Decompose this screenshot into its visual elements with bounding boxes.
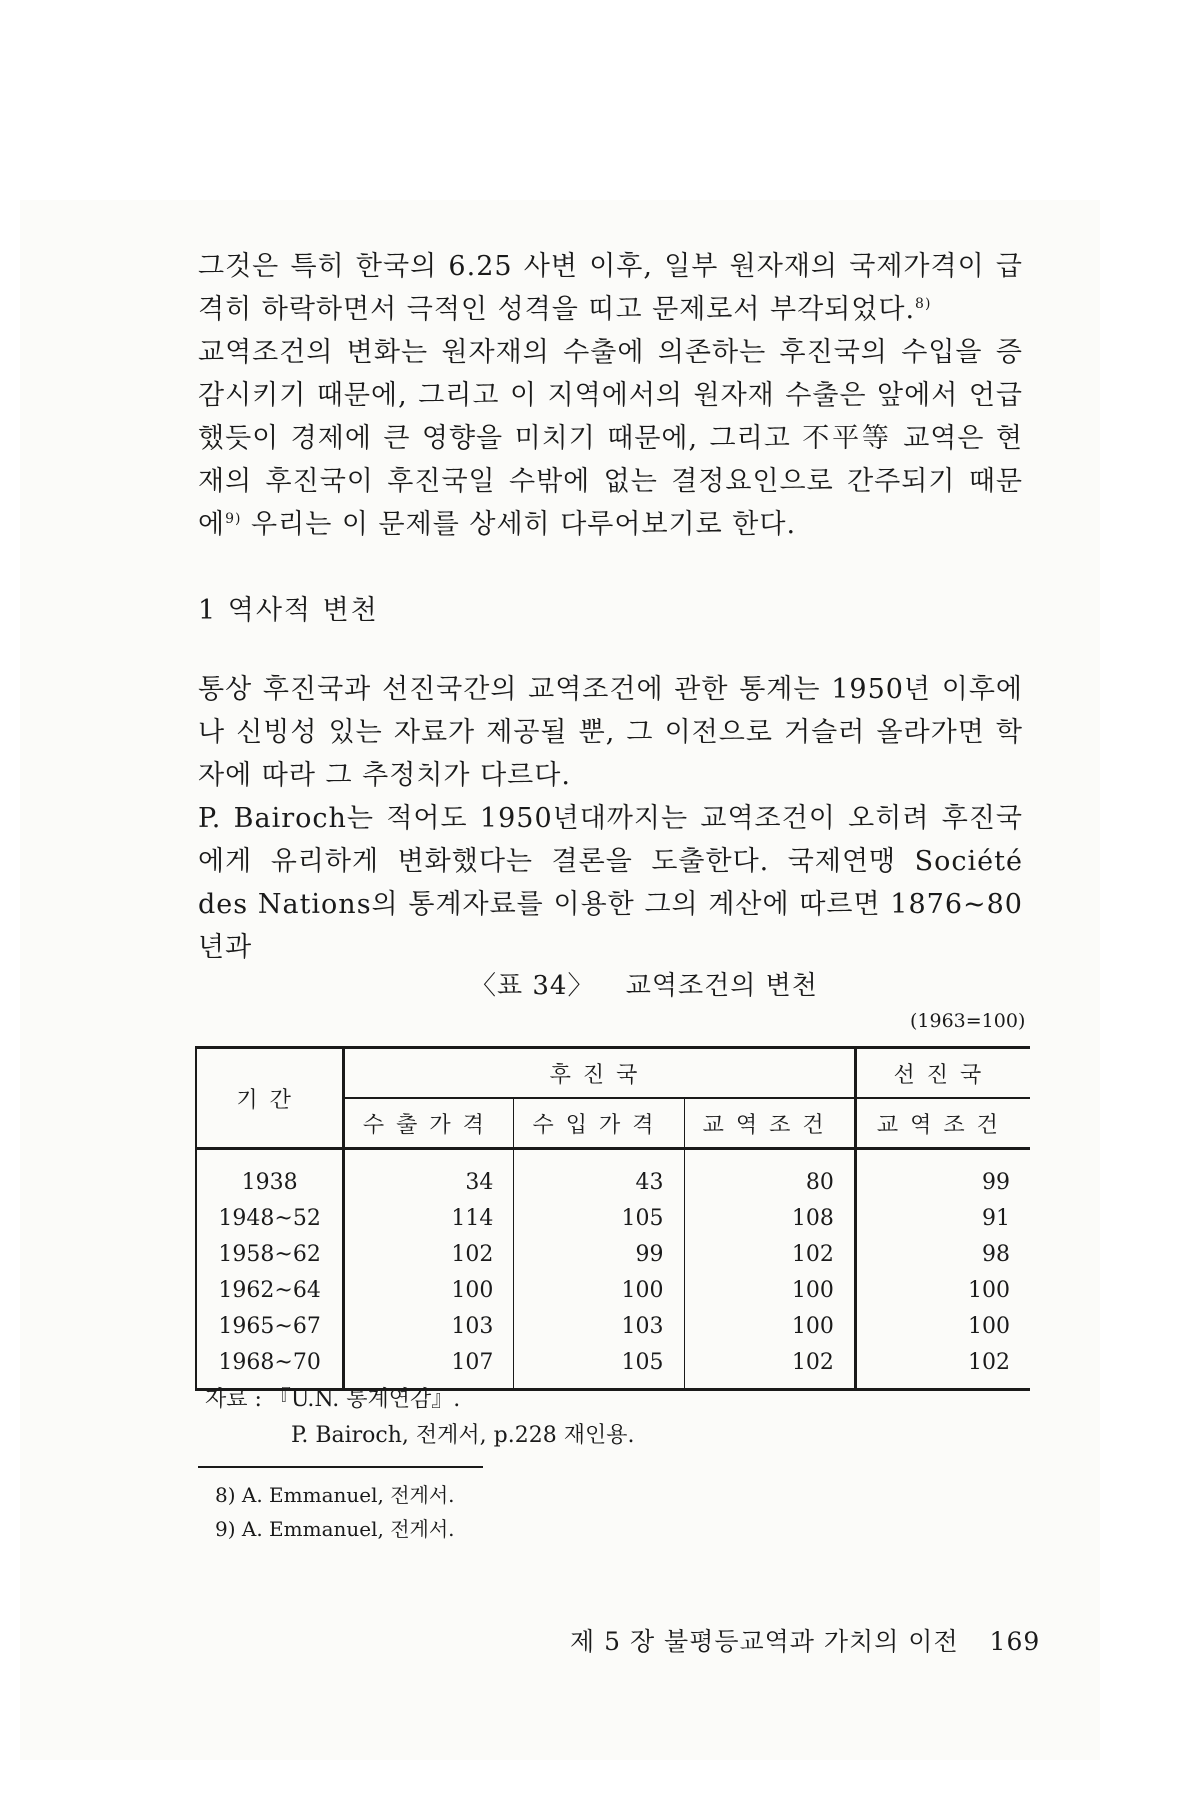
- table-source: [205, 1382, 634, 1454]
- footnote-9: 9) A. Emmanuel, 전게서.: [215, 1517, 455, 1541]
- paragraph-1-text: 그것은 특히 한국의 6.25 사변 이후, 일부 원자재의 국제가격이 급격히 하락하면서 극적인 성격을 띠고 문제로서 부각되었다.: [198, 251, 1023, 325]
- running-footer: [570, 1622, 1040, 1658]
- paragraph-4: P. Bairoch는 적어도 1950년대까지는 교역조건이 오히려 후진국에게 유리하게 변화했다는 결론을 도출한다. 국제연맹 Société des Nations의 통계자료를 이용한 그의 계산에 따르면 1876~80년과: [198, 803, 1023, 963]
- table-caption-number: 〈표 34〉: [470, 971, 595, 1001]
- cell-developed-terms: 102: [855, 1344, 1030, 1390]
- footnote-ref-8: 8): [915, 296, 932, 312]
- cell-terms: 100: [684, 1272, 855, 1308]
- paragraph-2: [198, 331, 1023, 546]
- cell-export: 107: [344, 1344, 514, 1390]
- footnotes: [215, 1478, 455, 1546]
- table-row: [196, 1308, 1030, 1344]
- paragraph-2-text-a: 교역조건의 변화는 원자재의 수출에 의존하는 후진국의 수입을 증감시키기 때문에, 그리고 이 지역에서의 원자재 수출은 앞에서 언급했듯이 경제에 큰 영향을 미치기 때문에, 그리고 不平等 교역은 현재의 후진국이 후진국일 수밖에 없는 결정요인으로 간주되기 때문에: [198, 337, 1023, 540]
- cell-import: 99: [514, 1236, 684, 1272]
- footnote-ref-9: 9): [225, 511, 242, 527]
- cell-import: 103: [514, 1308, 684, 1344]
- cell-terms: 108: [684, 1200, 855, 1236]
- paragraph-1: [198, 245, 1023, 331]
- table-row: [196, 1272, 1030, 1308]
- cell-import: 105: [514, 1200, 684, 1236]
- cell-terms: 80: [684, 1149, 855, 1201]
- table-row: [196, 1236, 1030, 1272]
- footnote-8: 8) A. Emmanuel, 전게서.: [215, 1483, 455, 1507]
- cell-developed-terms: 91: [982, 1205, 1010, 1231]
- cell-terms: 102: [684, 1236, 855, 1272]
- header-terms-of-trade: 교역조건: [684, 1098, 855, 1149]
- chapter-title: 제 5 장 불평등교역과 가치의 이전: [570, 1627, 959, 1656]
- cell-export: 103: [344, 1308, 514, 1344]
- table-caption-title: 교역조건의 변천: [625, 971, 818, 1001]
- cell-terms: 100: [684, 1308, 855, 1344]
- table-row: [196, 1200, 1030, 1236]
- table-caption: [470, 965, 818, 1002]
- cell-export: 114: [344, 1200, 514, 1236]
- cell-import: 100: [514, 1272, 684, 1308]
- cell-period: 1968~70: [196, 1344, 344, 1390]
- cell-developed-terms: 98: [982, 1241, 1010, 1267]
- header-import-price: 수입가격: [514, 1098, 684, 1149]
- header-period: 기간: [196, 1048, 344, 1149]
- source-line-2: P. Bairoch, 전게서, p.228 재인용.: [291, 1423, 635, 1448]
- cell-developed-terms: 100: [968, 1313, 1010, 1339]
- header-export-price: 수출가격: [344, 1098, 514, 1149]
- cell-period: 1965~67: [196, 1308, 344, 1344]
- cell-export: 100: [344, 1272, 514, 1308]
- table-row: [196, 1149, 1030, 1201]
- cell-period: 1958~62: [196, 1236, 344, 1272]
- header-terms-of-trade-developed: 교역조건: [855, 1098, 1030, 1149]
- cell-import: 43: [514, 1149, 684, 1201]
- section-heading: 1 역사적 변천: [198, 595, 379, 626]
- cell-export: 34: [344, 1149, 514, 1201]
- terms-of-trade-table: [195, 1046, 1030, 1391]
- paragraph-2-text-b: 우리는 이 문제를 상세히 다루어보기로 한다.: [241, 509, 797, 540]
- footnote-divider: [198, 1466, 483, 1468]
- cell-terms: 102: [684, 1344, 855, 1390]
- cell-period: 1948~52: [196, 1200, 344, 1236]
- paragraph-3: 통상 후진국과 선진국간의 교역조건에 관한 통계는 1950년 이후에나 신빙성 있는 자료가 제공될 뿐, 그 이전으로 거슬러 올라가면 학자에 따라 그 추정치가 다르다.: [198, 674, 1023, 791]
- cell-period: 1938: [196, 1149, 344, 1201]
- source-line-1: 자료 : 『U.N. 통계연감』.: [205, 1387, 461, 1412]
- cell-import: 105: [514, 1344, 684, 1390]
- cell-developed-terms: 99: [982, 1169, 1010, 1195]
- cell-developed-terms: 100: [968, 1277, 1010, 1303]
- cell-export: 102: [344, 1236, 514, 1272]
- page-number: 169: [989, 1627, 1041, 1656]
- header-developing: 후진국: [344, 1048, 856, 1099]
- header-developed: 선진국: [855, 1048, 1030, 1099]
- cell-period: 1962~64: [196, 1272, 344, 1308]
- table-unit: (1963=100): [910, 1010, 1026, 1032]
